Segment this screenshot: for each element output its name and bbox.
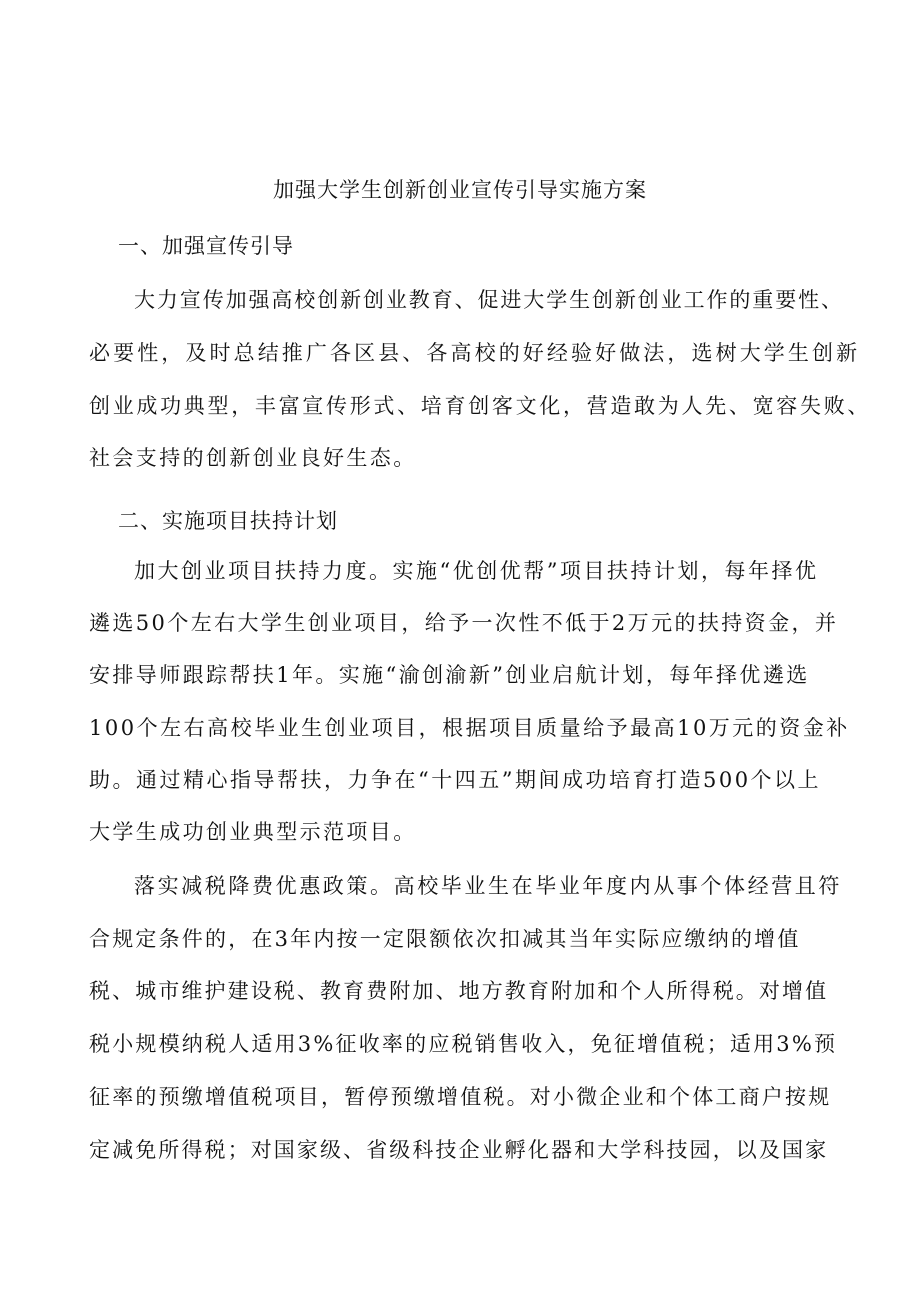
paragraph-line: 大学生成功创业典型示范项目。 xyxy=(89,820,417,844)
paragraph-line: 定减免所得税；对国家级、省级科技企业孵化器和大学科技园，以及国家 xyxy=(89,1138,829,1162)
paragraph-line: 加大创业项目扶持力度。实施“优创优帮”项目扶持计划，每年择优 xyxy=(134,559,819,583)
paragraph-line: 大力宣传加强高校创新创业教育、促进大学生创新创业工作的重要性、 xyxy=(134,288,844,312)
paragraph-line: 落实减税降费优惠政策。高校毕业生在毕业年度内从事个体经营且符 xyxy=(134,874,842,898)
paragraph-line: 100个左右高校毕业生创业项目，根据项目质量给予最高10万元的资金补 xyxy=(89,716,850,740)
paragraph-line: 合规定条件的，在3年内按一定限额依次扣减其当年实际应缴纳的增值 xyxy=(89,927,801,951)
document-title: 加强大学生创新创业宣传引导实施方案 xyxy=(273,178,647,202)
paragraph-line: 征率的预缴增值税项目，暂停预缴增值税。对小微企业和个体工商户按规 xyxy=(89,1085,832,1109)
paragraph-line: 必要性，及时总结推广各区县、各高校的好经验好做法，选树大学生创新 xyxy=(89,341,861,365)
section-heading-2: 二、实施项目扶持计划 xyxy=(118,509,338,533)
paragraph-line: 社会支持的创新创业良好生态。 xyxy=(89,446,417,470)
paragraph-line: 助。通过精心指导帮扶，力争在“十四五”期间成功培育打造500个以上 xyxy=(89,768,822,792)
section-heading-1: 一、加强宣传引导 xyxy=(118,234,294,258)
paragraph-line: 遴选50个左右大学生创业项目，给予一次性不低于2万元的扶持资金，并 xyxy=(89,611,839,635)
paragraph-line: 安排导师跟踪帮扶1年。实施“渝创渝新”创业启航计划，每年择优遴选 xyxy=(89,663,810,687)
paragraph-line: 创业成功典型，丰富宣传形式、培育创客文化，营造敢为人先、宽容失败、 xyxy=(89,394,872,418)
paragraph-line: 税小规模纳税人适用3%征收率的应税销售收入，免征增值税；适用3%预 xyxy=(89,1032,838,1056)
paragraph-line: 税、城市维护建设税、教育费附加、地方教育附加和个人所得税。对增值 xyxy=(89,979,829,1003)
